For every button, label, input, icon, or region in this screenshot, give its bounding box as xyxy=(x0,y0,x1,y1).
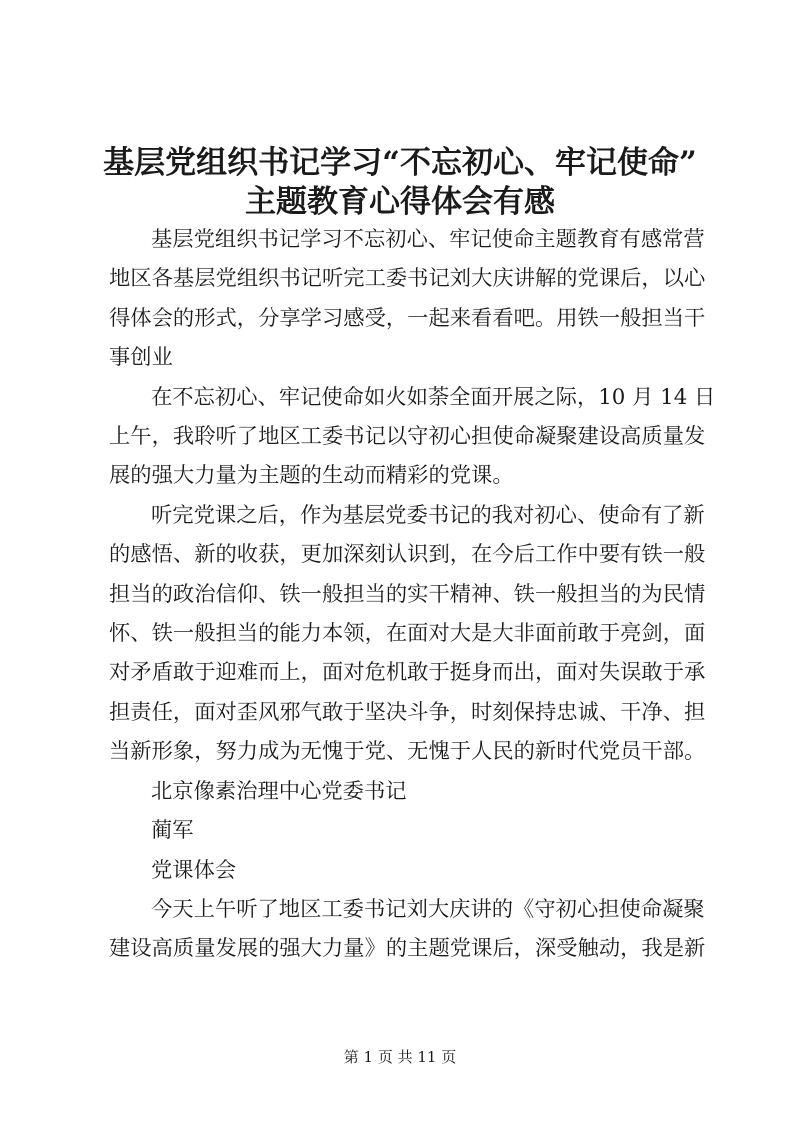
paragraph-line: 上午，我聆听了地区工委书记以守初心担使命凝聚建设高质量发 xyxy=(109,424,706,450)
paragraph-line: 基层党组织书记学习不忘初心、牢记使命主题教育有感常营 xyxy=(151,227,705,252)
paragraph-line: 对矛盾敢于迎难而上，面对危机敢于挺身而出，面对失误敢于承 xyxy=(109,660,706,686)
paragraph-line: 听完党课之后，作为基层党委书记的我对初心、使命有了新 xyxy=(151,502,705,528)
paragraph-line: 当新形象，努力成为无愧于党、无愧于人民的新时代党员干部。 xyxy=(109,739,706,765)
document-title-line-2: 主题教育心得体会有感 xyxy=(245,184,555,220)
paragraph-line: 地区各基层党组织书记听完工委书记刘大庆讲解的党课后，以心 xyxy=(109,266,706,292)
signature-name: 蔺军 xyxy=(151,818,194,844)
section-heading: 党课体会 xyxy=(151,857,237,883)
paragraph-line: 怀、铁一般担当的能力本领，在面对大是大非面前敢于亮剑，面 xyxy=(109,621,706,647)
paragraph-line: 在不忘初心、牢记使命如火如荼全面开展之际，10 月 14 日 xyxy=(151,384,716,410)
paragraph-line: 今天上午听了地区工委书记刘大庆讲的《守初心担使命凝聚 xyxy=(151,896,705,922)
document-body xyxy=(109,220,716,969)
page-number-footer: 第 1 页 共 11 页 xyxy=(343,1048,457,1066)
paragraph-line: 建设高质量发展的强大力量》的主题党课后，深受触动，我是新 xyxy=(109,936,706,962)
document-title-line-1: 基层党组织书记学习“不忘初心、牢记使命” xyxy=(103,145,697,181)
signature-organization: 北京像素治理中心党委书记 xyxy=(151,778,407,804)
paragraph-line: 担责任，面对歪风邪气敢于坚决斗争，时刻保持忠诚、干净、担 xyxy=(109,699,706,725)
paragraph-line: 得体会的形式，分享学习感受，一起来看看吧。用铁一般担当干 xyxy=(109,305,706,331)
paragraph-line: 担当的政治信仰、铁一般担当的实干精神、铁一般担当的为民情 xyxy=(109,581,706,607)
paragraph-line: 的感悟、新的收获，更加深刻认识到，在今后工作中要有铁一般 xyxy=(109,542,706,568)
paragraph-line: 事创业 xyxy=(109,345,173,371)
paragraph-line: 展的强大力量为主题的生动而精彩的党课。 xyxy=(109,463,514,489)
